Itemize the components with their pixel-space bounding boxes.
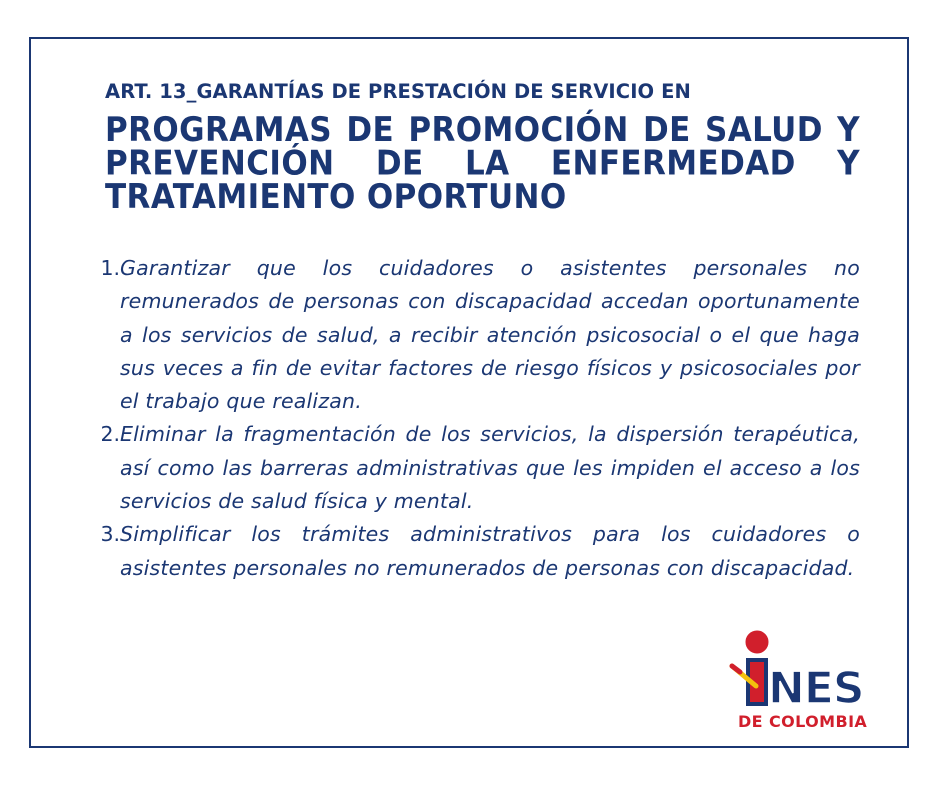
list-item-text: Garantizar que los cuidadores o asistentes personales no remunerados de personas con discapacidad accedan oportunamente a los servicios de salud, a recibir atención psicosocial o el que haga sus veces a fin de evitar factores de riesgo físicos y psicosociales por el trabajo que realizan. bbox=[120, 256, 860, 414]
logo-head-icon bbox=[744, 629, 770, 655]
list-item-number: 3. bbox=[100, 522, 120, 547]
list-item bbox=[95, 418, 860, 518]
logo-subtext: DE COLOMBIA bbox=[738, 712, 868, 731]
logo-wordmark: NES bbox=[768, 663, 864, 714]
article-title: PROGRAMAS DE PROMOCIÓN DE SALUD Y PREVENCIÓN DE LA ENFERMEDAD Y TRATAMIENTO OPORTUNO bbox=[105, 110, 860, 217]
list-item-text: Simplificar los trámites administrativos para los cuidadores o asistentes personales no remunerados de personas con discapacidad. bbox=[120, 522, 860, 580]
list-item bbox=[95, 518, 860, 585]
list-item-text: Eliminar la fragmentación de los servicios, la dispersión terapéutica, así como las barreras administrativas que les impiden el acceso a los servicios de salud física y mental. bbox=[120, 422, 860, 514]
list-item-number: 2. bbox=[100, 422, 120, 447]
guarantees-list bbox=[95, 252, 860, 585]
list-item bbox=[95, 252, 860, 418]
article-subtitle: ART. 13_GARANTÍAS DE PRESTACIÓN DE SERVICIO EN bbox=[105, 80, 691, 103]
list-item-number: 1. bbox=[100, 256, 120, 280]
